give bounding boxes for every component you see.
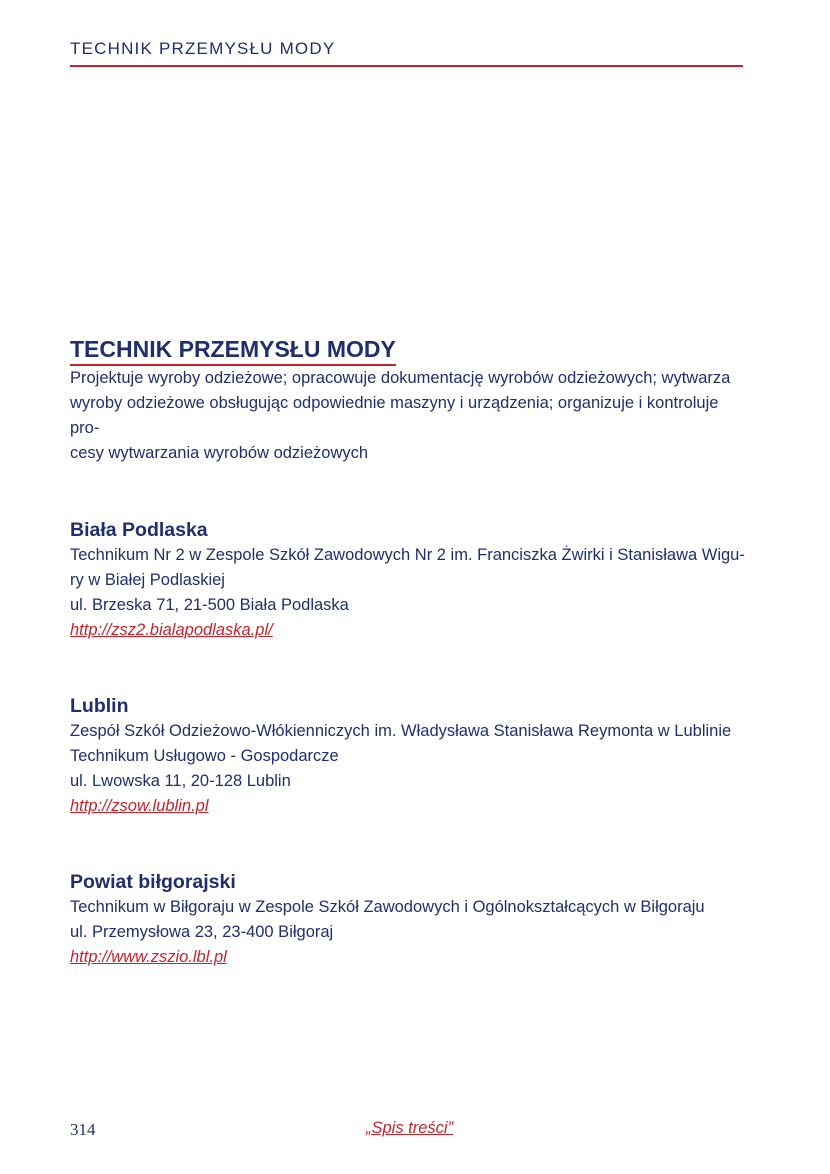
table-of-contents-link[interactable]: „Spis treści”	[366, 1119, 454, 1137]
school-entry-lublin	[70, 693, 750, 819]
description-line: cesy wytwarzania wyrobów odzieżowych	[70, 444, 369, 462]
entry-line: Technikum Nr 2 w Zespole Szkół Zawodowych Nr 2 im. Franciszka Żwirki i Stanisława Wigu-	[70, 546, 745, 564]
school-entry-biala-podlaska	[70, 517, 750, 643]
description-line: wyroby odzieżowe obsługując odpowiednie maszyny i urządzenia; organizuje i kontroluje pro-	[70, 394, 719, 437]
section-title: TECHNIK PRZEMYSŁU MODY	[70, 334, 396, 366]
school-entry-bilgoraj	[70, 869, 750, 970]
description-line: Projektuje wyroby odzieżowe; opracowuje dokumentację wyrobów odzieżowych; wytwarza	[70, 369, 731, 387]
entry-line: Zespół Szkół Odzieżowo-Włókienniczych im. Władysława Stanisława Reymonta w Lublinie	[70, 722, 732, 740]
entry-website-link[interactable]: http://www.zszio.lbl.pl	[70, 948, 227, 966]
entry-city: Biała Podlaska	[70, 519, 208, 541]
entry-line: Technikum Usługowo - Gospodarcze	[70, 747, 339, 765]
entry-website-link[interactable]: http://zsow.lublin.pl	[70, 797, 209, 815]
entry-line: Technikum w Biłgoraju w Zespole Szkół Zawodowych i Ogólnokształcących w Biłgoraju	[70, 898, 705, 916]
main-content	[70, 334, 750, 970]
header-rule	[70, 65, 743, 67]
entry-line: ry w Białej Podlaskiej	[70, 571, 225, 589]
entry-city: Powiat biłgorajski	[70, 871, 236, 893]
entry-website-link[interactable]: http://zsz2.bialapodlaska.pl/	[70, 621, 273, 639]
section-description	[70, 366, 750, 466]
entry-city: Lublin	[70, 695, 129, 717]
page-header	[70, 38, 743, 67]
page-number: 314	[70, 1120, 96, 1139]
entry-line: ul. Lwowska 11, 20-128 Lublin	[70, 772, 291, 790]
entry-line: ul. Przemysłowa 23, 23-400 Biłgoraj	[70, 923, 334, 941]
header-title: TECHNIK PRZEMYSŁU MODY	[70, 39, 336, 58]
entry-line: ul. Brzeska 71, 21-500 Biała Podlaska	[70, 596, 349, 614]
